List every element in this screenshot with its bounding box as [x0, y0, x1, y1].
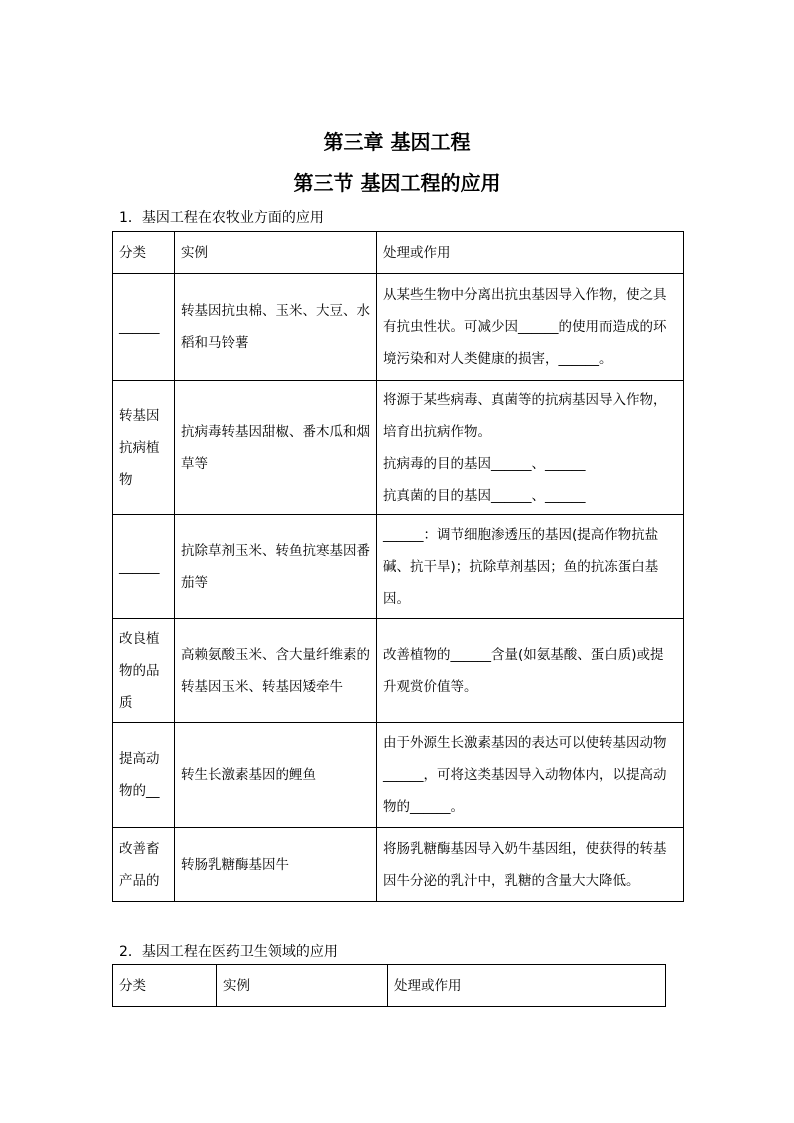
table-row	[113, 381, 684, 515]
row-effect: 改善植物的______含量(如氨基酸、蛋白质)或提升观赏价值等。	[377, 619, 684, 723]
row-effect: 由于外源生长激素基因的表达可以使转基因动物______，可将这类基因导入动物体内，以提高动物的______。	[377, 723, 684, 828]
header-category: 分类	[113, 232, 175, 274]
row-category: 改善畜产品的	[113, 828, 175, 902]
section-title: 第三节 基因工程的应用	[293, 171, 501, 195]
row-effect: 将肠乳糖酶基因导入奶牛基因组，使获得的转基因牛分泌的乳汁中，乳糖的含量大大降低。	[377, 828, 684, 902]
row-example: 转肠乳糖酶基因牛	[175, 828, 377, 902]
header-example: 实例	[175, 232, 377, 274]
chapter-title: 第三章 基因工程	[323, 130, 471, 154]
header-effect: 处理或作用	[388, 965, 666, 1007]
row-category: ______	[113, 274, 175, 381]
table-header-row	[113, 232, 684, 274]
row-example: 转生长激素基因的鲤鱼	[175, 723, 377, 828]
row-example: 高赖氨酸玉米、含大量纤维素的转基因玉米、转基因矮牵牛	[175, 619, 377, 723]
row-effect: ______：调节细胞渗透压的基因(提高作物抗盐碱、抗干旱)；抗除草剂基因；鱼的抗冻蛋白基因。	[377, 515, 684, 619]
table-row	[113, 619, 684, 723]
row-category: ______	[113, 515, 175, 619]
section1-heading: 1．基因工程在农牧业方面的应用	[119, 210, 324, 226]
row-example: 抗除草剂玉米、转鱼抗寒基因番茄等	[175, 515, 377, 619]
table-row	[113, 515, 684, 619]
section2-heading: 2．基因工程在医药卫生领域的应用	[119, 944, 338, 960]
row-category: 提高动物的__	[113, 723, 175, 828]
row-effect: 将源于某些病毒、真菌等的抗病基因导入作物，培育出抗病作物。 抗病毒的目的基因______、______ 抗真菌的目的基因______、______	[377, 381, 684, 515]
row-effect: 从某些生物中分离出抗虫基因导入作物，使之具有抗虫性状。可减少因______的使用而造成的环境污染和对人类健康的损害，______。	[377, 274, 684, 381]
header-category: 分类	[113, 965, 217, 1007]
header-example: 实例	[217, 965, 388, 1007]
row-category: 转基因抗病植物	[113, 381, 175, 515]
table-header-row	[113, 965, 666, 1007]
table-row	[113, 274, 684, 381]
header-effect: 处理或作用	[377, 232, 684, 274]
row-example: 抗病毒转基因甜椒、番木瓜和烟草等	[175, 381, 377, 515]
table-row	[113, 828, 684, 902]
row-category: 改良植物的品质	[113, 619, 175, 723]
agriculture-table	[112, 231, 684, 902]
table-row	[113, 723, 684, 828]
row-example: 转基因抗虫棉、玉米、大豆、水稻和马铃薯	[175, 274, 377, 381]
medicine-table	[112, 964, 666, 1007]
